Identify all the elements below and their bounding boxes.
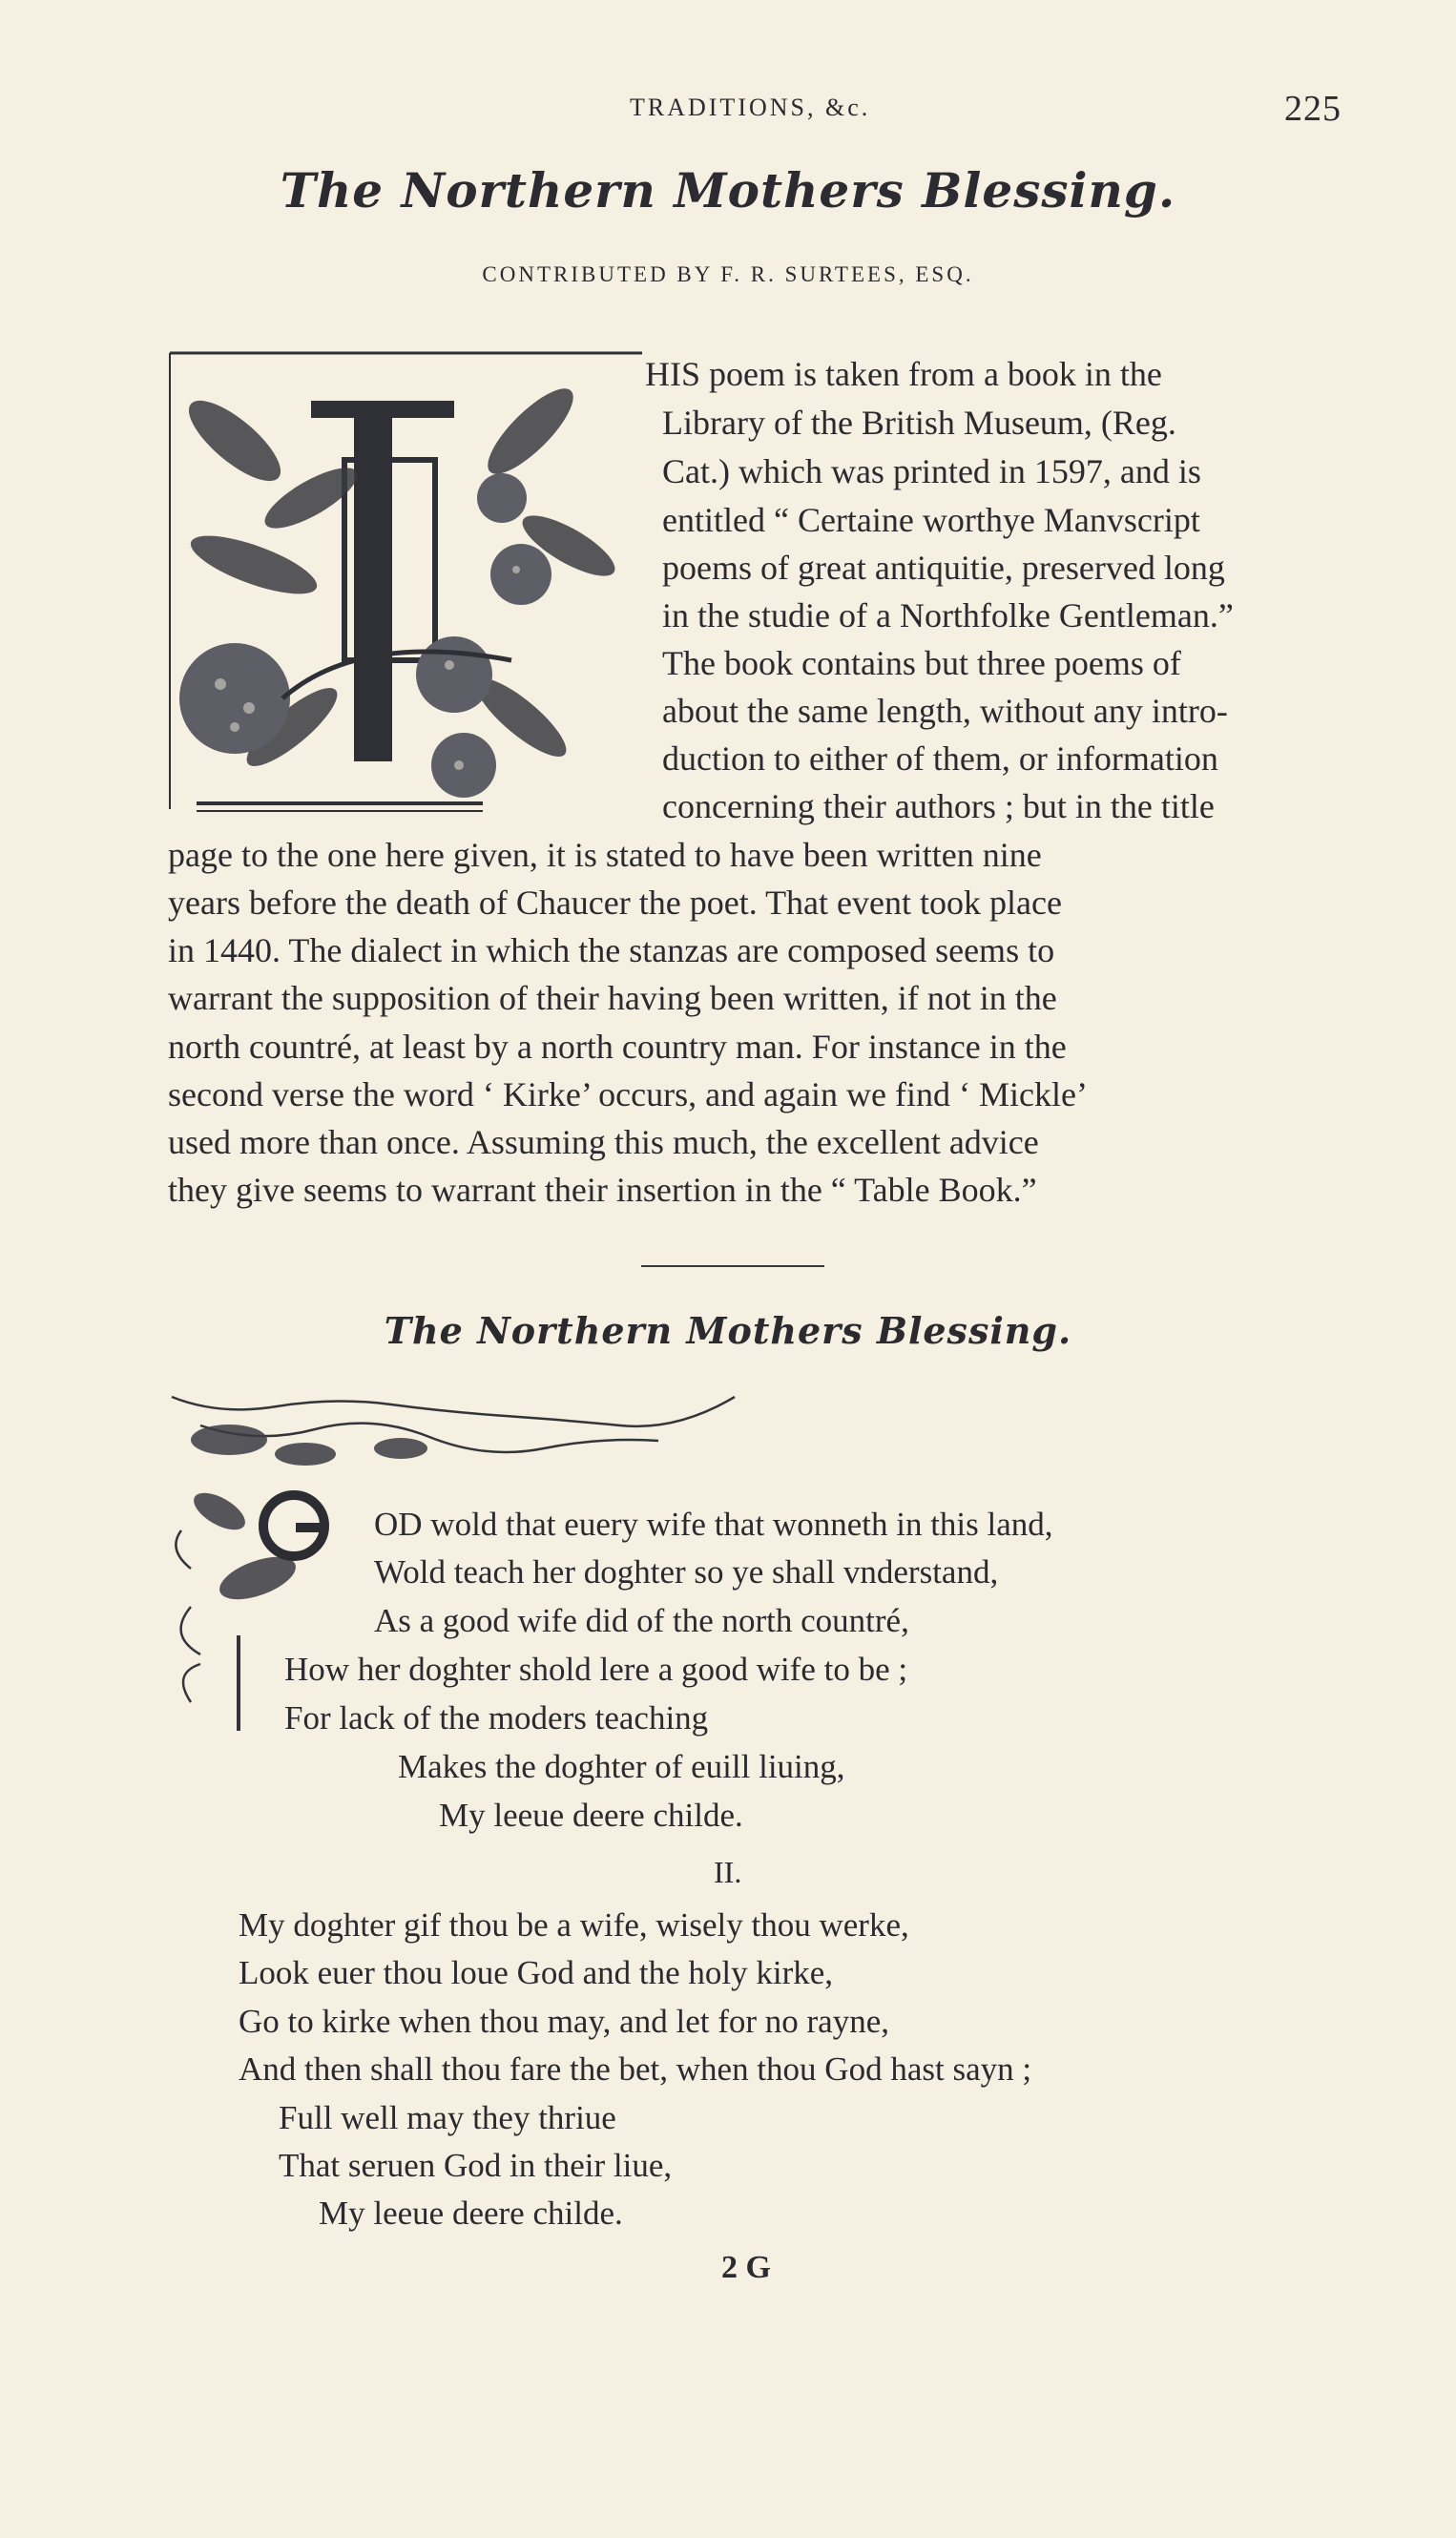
intro-line: entitled “ Certaine worthye Manvscript xyxy=(662,501,1200,539)
intro-line: Library of the British Museum, (Reg. xyxy=(662,404,1176,442)
poem-line: For lack of the moders teaching xyxy=(284,1699,709,1737)
poem-line: My doghter gif thou be a wife, wisely thou werke, xyxy=(239,1906,909,1944)
signature-mark: 2 G xyxy=(721,2250,771,2285)
intro-line: Cat.) which was printed in 1597, and is xyxy=(662,452,1201,490)
main-title: The Northern Mothers Blessing. xyxy=(280,162,1176,218)
intro-line: in 1440. The dialect in which the stanzas are composed seems to xyxy=(168,931,1055,969)
intro-line: warrant the supposition of their having been written, if not in the xyxy=(168,979,1057,1017)
poem-line: My leeue deere childe. xyxy=(319,2195,623,2232)
poem-title: The Northern Mothers Blessing. xyxy=(384,1309,1072,1352)
intro-line: about the same length, without any intro- xyxy=(662,692,1228,730)
page-number: 225 xyxy=(1284,89,1342,129)
poem-line: Full well may they thriue xyxy=(279,2099,616,2136)
intro-line: in the studie of a Northfolke Gentleman.” xyxy=(662,596,1234,634)
poem-line: Go to kirke when thou may, and let for no rayne, xyxy=(239,2003,889,2040)
running-head-title: TRADITIONS, &c. xyxy=(630,94,871,121)
intro-line: north countré, at least by a north country man. For instance in the xyxy=(168,1028,1067,1066)
intro-line: concerning their authors ; but in the title xyxy=(662,787,1215,825)
poem-line: That seruen God in their liue, xyxy=(279,2147,673,2184)
intro-line: HIS poem is taken from a book in the xyxy=(645,355,1162,393)
poem-line: And then shall thou fare the bet, when thou God hast sayn ; xyxy=(239,2050,1032,2088)
intro-line: used more than once. Assuming this much, the excellent advice xyxy=(168,1123,1039,1161)
contributor-line: CONTRIBUTED BY F. R. SURTEES, ESQ. xyxy=(482,262,974,286)
poem-line: My leeue deere childe. xyxy=(439,1797,743,1834)
poem-line: Wold teach her doghter so ye shall vnderstand, xyxy=(374,1553,999,1591)
intro-line: duction to either of them, or information xyxy=(662,739,1218,778)
intro-line: poems of great antiquitie, preserved long xyxy=(662,549,1225,587)
poem-line: OD wold that euery wife that wonneth in this land, xyxy=(374,1506,1053,1543)
decorated-initial-t xyxy=(168,345,645,821)
running-head xyxy=(0,88,1456,129)
intro-line: they give seems to warrant their insertion in the “ Table Book.” xyxy=(168,1171,1037,1209)
intro-line: years before the death of Chaucer the poet. That event took place xyxy=(168,884,1062,922)
poem-line: How her doghter shold lere a good wife to be ; xyxy=(284,1651,908,1688)
poem-line: As a good wife did of the north countré, xyxy=(374,1602,909,1639)
poem-line: Look euer thou loue God and the holy kirke, xyxy=(239,1954,834,1991)
section-divider xyxy=(641,1265,824,1267)
intro-line: page to the one here given, it is stated to have been written nine xyxy=(168,836,1042,874)
stanza-number: II. xyxy=(714,1855,742,1889)
poem-line: Makes the doghter of euill liuing, xyxy=(398,1748,845,1785)
intro-line: The book contains but three poems of xyxy=(662,644,1181,682)
intro-line: second verse the word ‘ Kirke’ occurs, and again we find ‘ Mickle’ xyxy=(168,1075,1088,1113)
